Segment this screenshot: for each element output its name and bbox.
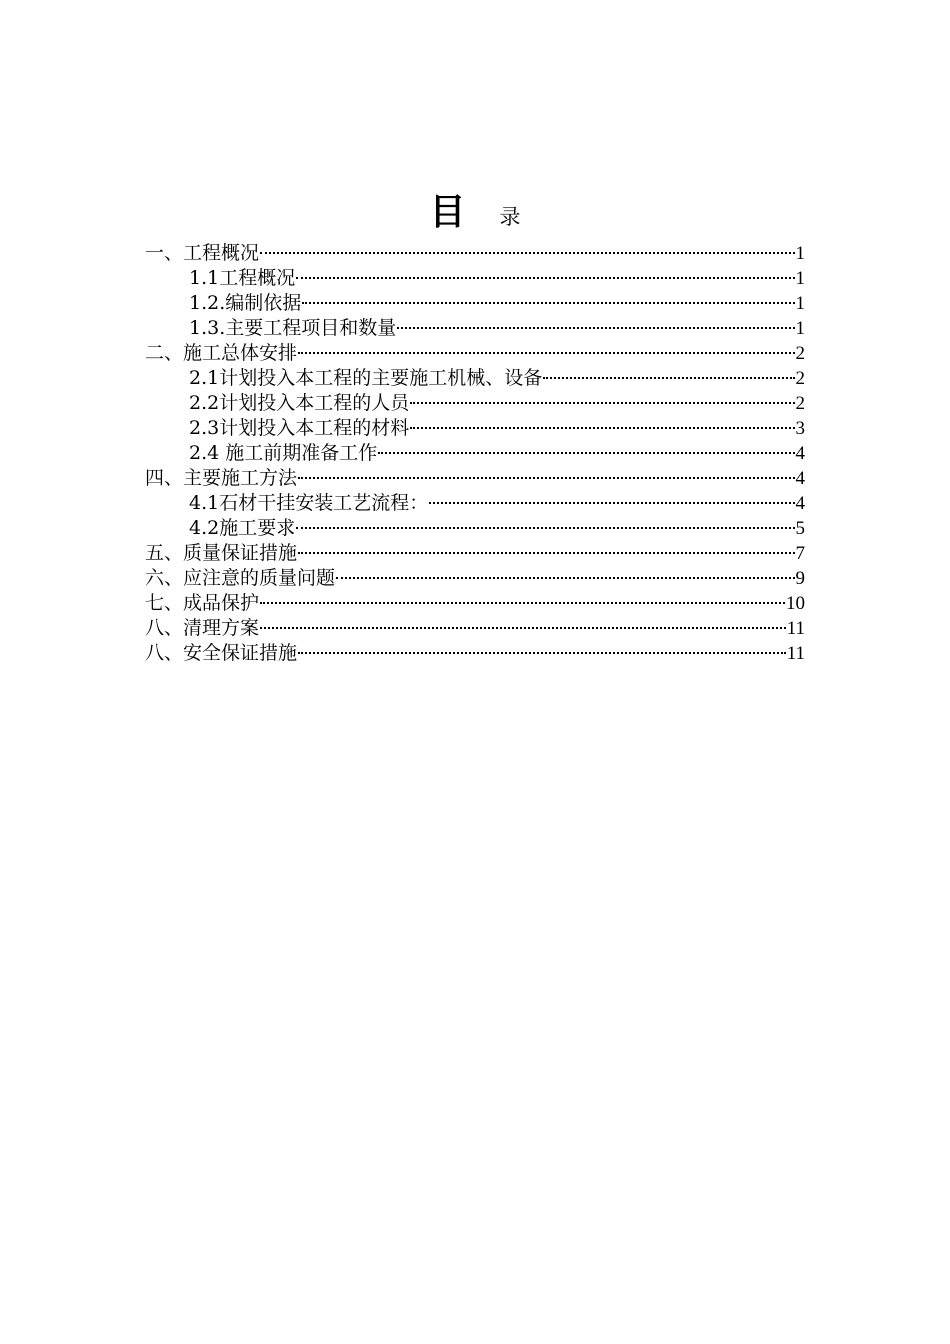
toc-entry-page: 1 [795,268,805,289]
toc-leader-dots [298,477,794,479]
toc-leader-dots [336,577,794,579]
toc-entry-label: 四、主要施工方法 [145,467,298,489]
toc-entry-page: 3 [795,418,805,439]
toc-entry-label: 七、成品保护 [145,592,260,614]
toc-entry-label: 4.1石材干挂安装工艺流程： [189,492,429,514]
toc-entry-page: 4 [795,443,805,464]
toc-title-char-2: 录 [499,205,521,229]
toc-entry[interactable] [145,616,805,641]
toc-title-char-1: 目 [429,191,466,233]
toc-entry-label: 二、施工总体安排 [145,342,298,364]
toc-entry-page: 11 [786,618,805,639]
toc-leader-dots [543,377,794,379]
toc-leader-dots [378,452,794,454]
toc-entry-page: 7 [795,543,805,564]
toc-leader-dots [410,427,794,429]
toc-entry[interactable] [145,491,805,516]
toc-entry-page: 4 [795,468,805,489]
toc-leader-dots [298,652,786,654]
toc-entry[interactable] [145,416,805,441]
toc-entry-label: 2.1计划投入本工程的主要施工机械、设备 [189,367,543,389]
toc-entry-page: 10 [786,593,805,614]
toc-entry[interactable] [145,366,805,391]
toc-entry-label: 六、应注意的质量问题 [145,567,336,589]
toc-leader-dots [298,352,794,354]
toc-leader-dots [260,252,794,254]
toc-entry[interactable] [145,266,805,291]
toc-entry-label: 2.3计划投入本工程的材料 [189,417,410,439]
toc-entry[interactable] [145,566,805,591]
toc-entry-label: 一、工程概况 [145,242,260,264]
toc-entry-page: 2 [795,343,805,364]
toc-entry[interactable] [145,291,805,316]
toc-entry-label: 1.3.主要工程项目和数量 [189,317,397,339]
toc-entry-page: 9 [795,568,805,589]
toc-entry-label: 八、安全保证措施 [145,642,298,664]
toc-leader-dots [296,277,794,279]
toc-entry[interactable] [145,441,805,466]
toc-entry-label: 1.1工程概况 [189,267,296,289]
toc-entry-page: 2 [795,368,805,389]
toc-leader-dots [302,302,794,304]
toc-entry-label: 4.2施工要求 [189,517,296,539]
toc-leader-dots [397,327,794,329]
toc-entry[interactable] [145,316,805,341]
toc-leader-dots [298,552,794,554]
toc-entry[interactable] [145,391,805,416]
toc-entry[interactable] [145,641,805,666]
toc-entry[interactable] [145,541,805,566]
toc-entry[interactable] [145,341,805,366]
toc-entry-label: 2.4 施工前期准备工作 [189,442,378,464]
toc-entry-label: 八、清理方案 [145,617,260,639]
toc-entry-label: 2.2计划投入本工程的人员 [189,392,410,414]
toc-entry-label: 1.2.编制依据 [189,292,302,314]
toc-title [0,184,950,235]
toc-entry-page: 1 [795,293,805,314]
toc-entry-page: 2 [795,393,805,414]
toc-leader-dots [429,502,794,504]
toc-entry-page: 5 [795,518,805,539]
toc-entry[interactable] [145,591,805,616]
toc-leader-dots [260,602,785,604]
toc-entry-page: 11 [786,643,805,664]
toc-entry-label: 五、质量保证措施 [145,542,298,564]
toc-entry[interactable] [145,241,805,266]
toc-leader-dots [410,402,794,404]
toc-entry-page: 1 [795,318,805,339]
toc-entry[interactable] [145,466,805,491]
toc-entry[interactable] [145,516,805,541]
toc-leader-dots [296,527,794,529]
toc-entry-page: 4 [795,493,805,514]
table-of-contents [145,241,805,666]
toc-leader-dots [260,627,786,629]
toc-entry-page: 1 [795,243,805,264]
